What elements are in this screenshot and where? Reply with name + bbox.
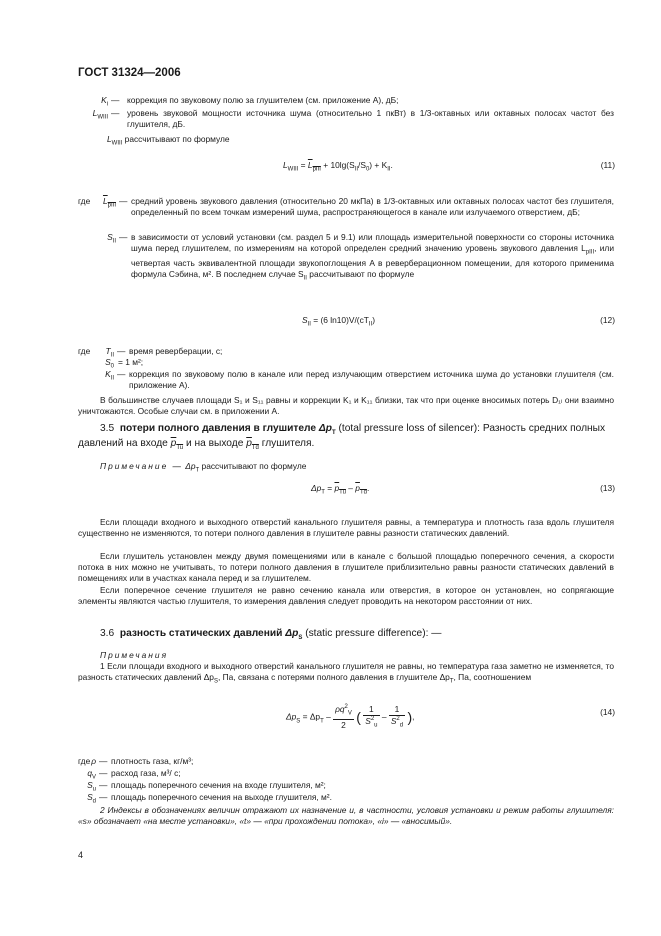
where-label: где [78, 196, 91, 206]
term-name: потери полного давления в глушителе [119, 423, 317, 434]
definition-text: расход газа, м³/ с; [111, 768, 181, 778]
term-p-in: p [170, 438, 177, 450]
where-label: где [78, 346, 91, 356]
page-number: 4 [78, 850, 84, 860]
note-text: рассчитывают по формуле [201, 461, 307, 471]
right-paren: ) [407, 709, 413, 726]
note-label: Примечание — [100, 461, 183, 471]
term-name: разность статических давлений [119, 628, 283, 639]
note-text: , Па, соотношением [453, 672, 532, 683]
term-english: (static pressure difference): — [305, 628, 442, 639]
definition-text: плотность газа, кг/м³; [111, 756, 194, 766]
formula-part: ) + K [369, 160, 388, 170]
symbol-sub: i [106, 101, 108, 108]
definition-text [131, 232, 614, 284]
definition-text: коррекция по звуковому полю в канале или перед излучающим отверстием источника шума до установки глушителя (см. приложение А). [129, 369, 614, 391]
term-p-out-sub: Td [251, 445, 259, 452]
definition-rho [0, 756, 661, 768]
definition-su [0, 780, 661, 792]
formula-term: p [355, 483, 360, 493]
symbol-sub: d [92, 798, 96, 805]
formula-fraction [363, 704, 379, 731]
note-symbol: Δp [185, 461, 196, 471]
fraction-numerator-sub: V [347, 710, 352, 717]
intro-text: рассчитывают по формуле [124, 134, 230, 144]
formula-end: ) [372, 315, 376, 325]
formula-end: , [412, 711, 415, 722]
term-symbol: Δp [285, 628, 299, 639]
term-symbol-sub: S [298, 635, 303, 642]
symbol: L [102, 196, 108, 206]
note-text: 1 Если площади входного и выходного отверстий канального глушителя не равны, но температура газа заметно не изменяется, то разность статических давлений Δp [78, 661, 614, 683]
symbol: K [101, 95, 107, 105]
equation-number-12: (12) [600, 315, 615, 325]
formula-part-sub: 0 [365, 166, 370, 173]
formula-lhs-sub: WIII [287, 166, 299, 173]
symbol: L [92, 108, 98, 118]
symbol: S [87, 780, 93, 790]
definition-text: время реверберации, с; [129, 346, 223, 356]
term-definition: и на выходе [185, 438, 244, 450]
definition-text-sub: pIII [585, 249, 595, 256]
definition-kii [0, 369, 661, 393]
formula-eq: = Δp [300, 711, 321, 722]
formula-part-sub: II [387, 166, 391, 173]
definition-lwiii [0, 108, 661, 134]
term-english: (total pressure loss of silencer): [338, 423, 481, 434]
definition-text: площадь поперечного сечения на входе глушителя, м²; [111, 780, 326, 790]
formula-14: $\Delta p_S = \Delta p_T$ – $\frac{\rho q^2_V}{2}$ ( $\frac{1}{S^2_u}$ – $\frac{1}{S^2_d}$ ), [286, 704, 415, 730]
formula-11: $L_{WIII} = L_{pIII} + 10\lg(S_{II}/S_0) + K_{II}$. [283, 160, 393, 173]
term-symbol-sub: T [331, 430, 336, 437]
definition-text-part: , или четвертая часть эквивалентной площади звукопоглощения A в реверберационном помещении, для которого применима формула Сэбина, м². В последнем случае S [131, 243, 614, 279]
note-text-sub: S [213, 678, 218, 685]
term-3-6 [100, 627, 441, 642]
formula-term-sub: Td [359, 489, 367, 496]
formula-lhs-sub: S [296, 718, 301, 725]
formula-rhs: = (6 ln10)V/(cT [310, 315, 369, 325]
document-header: ГОСТ 31324—2006 [78, 67, 181, 79]
equation-number-13: (13) [600, 483, 615, 493]
formula-fraction [333, 704, 354, 731]
fraction-numerator: 1 [389, 704, 405, 716]
formula-overline-term [307, 160, 321, 173]
fraction-denominator-sub: d [399, 722, 404, 729]
note-symbol-sub: T [195, 467, 200, 474]
formula-term: p [334, 483, 340, 493]
symbol-sub: II [110, 375, 114, 382]
equation-number-14: (14) [600, 707, 615, 717]
paragraph-3-5-2: Если глушитель установлен между двумя помещениями или в канале с большой площадью поперечного сечения, а скорости потока в них можно не учитывать, то потери полного давления в глушителе приблизительно равны разности статических давлений в помещениях или в участках канала перед и за глушителем. [78, 551, 614, 584]
symbol: ρ [91, 756, 96, 766]
em-dash: — [111, 108, 120, 118]
symbol-sub: II [110, 352, 114, 359]
symbol-sub: V [91, 774, 96, 781]
paragraph-3-5-1: Если площади входного и выходного отверстий канального глушителя равны, а температура и плотность газа вдоль глушителя существенно не изменяются, то потери полного давления в глушителе равны разности статических давлений. [78, 517, 614, 539]
formula-lhs: L [283, 160, 288, 170]
fraction-numerator-sup: 2 [344, 704, 348, 711]
fraction-denominator: S [390, 716, 397, 727]
em-dash: — [99, 792, 108, 802]
formula-term-sub: pIII [312, 166, 321, 173]
fraction-denominator: S [365, 716, 371, 727]
formula-eq: = [324, 483, 335, 493]
formula-term: L [307, 160, 313, 170]
formula-end: . [366, 483, 370, 493]
definition-text: уровень звуковой мощности источника шума (относительно 1 пкВт) в 1/3-октавных или октавных полосах частот без глушителя, дБ. [127, 108, 614, 130]
em-dash: — [119, 232, 128, 242]
symbol: q [87, 768, 92, 778]
formula-lhs: Δp [286, 711, 297, 722]
definition-qv [0, 768, 661, 780]
term-number: 3.5 [100, 423, 115, 434]
term-p-in-sub: Tu [176, 445, 184, 452]
em-dash: — [117, 369, 126, 379]
symbol-sub: 0 [110, 363, 114, 370]
fraction-numerator: 1 [363, 704, 379, 716]
em-dash: — [119, 196, 128, 206]
where-label: где [78, 756, 91, 766]
formula-lhs-sub: T [321, 489, 325, 496]
paragraph-most-cases: В большинстве случаев площади S₁ и S₁₁ равны и коррекции K₁ и K₁₁ близки, так что при оценке вносимых потерь D₁ₗ они взаимно уничтожаются. Особые случаи см. в приложении А. [78, 395, 614, 417]
em-dash: — [99, 780, 108, 790]
definition-text-part: рассчитывают по формуле [306, 268, 415, 279]
formula-minus: – [323, 711, 334, 722]
term-symbol: Δp [318, 423, 332, 434]
formula-rhs-sub: II [368, 321, 373, 328]
symbol: S [87, 792, 93, 802]
formula-part: + 10lg(S [323, 160, 355, 170]
symbol: K [105, 369, 111, 379]
symbol-sub: WIII [111, 140, 123, 147]
note-1 [78, 661, 614, 687]
term-number: 3.6 [100, 628, 115, 639]
formula-eq-sub: T [320, 718, 324, 725]
definition-s0 [0, 357, 661, 369]
symbol: L [107, 134, 112, 144]
term-definition: глушителя. [261, 438, 315, 450]
term-definition: Разность средних полных давлений на входе [78, 423, 606, 450]
symbol: S [107, 232, 113, 242]
fraction-denominator-sup: 2 [370, 716, 375, 723]
fraction-denominator: 2 [341, 719, 346, 730]
note-text: , Па, связана с потерями полного давления в глушителе Δp [217, 672, 450, 683]
definition-text: коррекция по звуковому полю за глушителем (см. приложение А), дБ; [127, 95, 399, 105]
formula-fraction [389, 704, 405, 731]
definition-text-part: в зависимости от условий установки (см. раздел 5 и 9.1) или площадь измерительной поверхности со стороны источника шума перед глушителем, по измерениям на которой определен средний значению уровень звукового давления L [131, 232, 614, 254]
formula-term-sub: Tu [339, 489, 346, 496]
paragraph-3-5-3: Если поперечное сечение глушителя не равно сечению канала или отверстия, в которое он установлен, но сопрягающие элементы являются частью глушителя, то измерения давления следует проводить на некотором расстоянии от них. [78, 585, 614, 607]
definition-sii [0, 232, 661, 302]
formula-minus: – [345, 483, 356, 493]
symbol-sub: u [92, 786, 96, 793]
symbol-sub: pIII [107, 202, 116, 209]
formula-13 [311, 483, 369, 498]
formula-end: . [390, 160, 393, 170]
symbol-sub: WIII [97, 114, 108, 121]
term-3-5 [78, 422, 614, 453]
definition-text: = 1 м²; [118, 357, 144, 367]
formula-part-sub: II [354, 166, 359, 173]
formula-part: /S [358, 160, 366, 170]
equation-number-11: (11) [600, 160, 615, 170]
notes-label: Примечания [100, 650, 169, 660]
formula-lhs: S [302, 315, 308, 325]
definition-lpiii [0, 196, 661, 232]
definition-sd [0, 792, 661, 804]
fraction-denominator-sup: 2 [396, 716, 400, 723]
em-dash: — [99, 756, 108, 766]
definition-ki [0, 95, 661, 107]
formula-lhs: Δp [311, 483, 322, 493]
formula-12 [302, 315, 375, 330]
em-dash: — [99, 768, 108, 778]
formula-lhs-sub: II [307, 321, 311, 328]
lwiii-intro [107, 134, 230, 149]
fraction-denominator-sub: u [374, 722, 378, 729]
definition-text: площадь поперечного сечения на выходе глушителя, м². [111, 792, 332, 802]
note-3-5 [100, 461, 306, 476]
em-dash: — [117, 346, 126, 356]
symbol: T [105, 346, 111, 356]
left-paren: ( [356, 709, 361, 726]
note-text-sub: T [449, 678, 454, 685]
symbol-sub: II [112, 238, 116, 245]
symbol: S [105, 357, 111, 367]
definition-text: средний уровень звукового давления (относительно 20 мкПа) в 1/3-октавных или октавных полосах частот без глушителя, определенный по всем точкам измерений шума, распространяющегося в канале или излучаемого отверстием, дБ; [131, 196, 614, 218]
note-2: 2 Индексы в обозначениях величин отражают их назначение и, в частности, условия установки и режим работы глушителя: «s» обозначает «на месте установки», «t» — «при прохождении потока», «i» — «вносимый». [78, 805, 614, 827]
fraction-numerator: ρq [335, 704, 345, 714]
definition-text-sub: II [303, 275, 307, 282]
term-p-out: p [246, 438, 252, 450]
em-dash: — [111, 95, 120, 105]
